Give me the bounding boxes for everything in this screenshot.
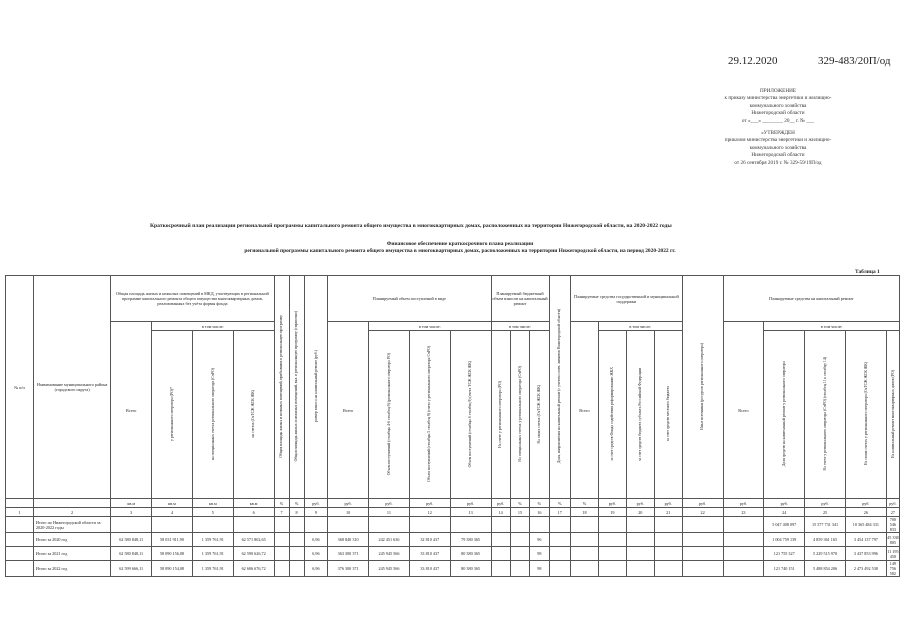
unit-cell xyxy=(33,499,110,508)
header-group-planned: Планируемый объем поступлений в виде xyxy=(328,276,491,322)
value-cell xyxy=(369,517,410,533)
value-cell: 62 606 676,72 xyxy=(233,561,274,577)
value-cell xyxy=(289,547,304,561)
header-col-budget-fund-text: за счет средств Фонда содействия реформированию ЖКХ xyxy=(610,367,615,461)
table-row xyxy=(6,533,900,547)
column-number-cell: 4 xyxy=(152,508,193,517)
unit-cell: руб. xyxy=(682,499,723,508)
value-cell xyxy=(510,533,529,547)
value-cell: 6,96 xyxy=(304,533,328,547)
value-cell xyxy=(491,533,510,547)
header-area-total: Всего xyxy=(111,322,152,499)
value-cell: 80 380 365 xyxy=(450,561,491,577)
value-cell: 33 810 437 xyxy=(409,561,450,577)
column-number-cell: 3 xyxy=(111,508,152,517)
financing-title xyxy=(180,241,740,255)
value-cell xyxy=(549,547,570,561)
table-header-row xyxy=(6,276,900,322)
approved-line: приказом министерства энергетики и жилищно- xyxy=(724,137,832,144)
value-cell xyxy=(626,547,654,561)
appendix-line: от «___» ________ 20__ г. № ___ xyxy=(741,117,815,124)
value-cell xyxy=(409,517,450,533)
value-cell xyxy=(289,517,304,533)
unit-cell xyxy=(6,499,34,508)
row-number-cell xyxy=(6,533,34,547)
document-number: 329-483/20П/од xyxy=(818,55,891,67)
unit-cell: руб. xyxy=(654,499,682,508)
financing-title-line: Финансовое обеспечение краткосрочного плана реализации xyxy=(386,241,534,247)
value-cell: 79 380 365 xyxy=(450,533,491,547)
header-col-balance-tszh-text: На своих счетах (СчТСЖ ЖСК ЖК) xyxy=(537,384,542,444)
approved-line: Нижегородской области xyxy=(751,152,805,159)
value-cell xyxy=(626,517,654,533)
value-cell xyxy=(723,517,764,533)
value-cell xyxy=(274,547,289,561)
header-col-budget-local-text: за счет средств местного бюджета xyxy=(665,386,670,442)
header-area-share xyxy=(289,276,304,499)
unit-cell: руб. xyxy=(409,499,450,508)
header-planned-sub: в том числе: xyxy=(369,322,491,331)
header-col-planned-tszh xyxy=(450,331,491,499)
approved-line: от 26 сентября 2019 г. № 329-59/19П/од xyxy=(734,159,822,166)
value-cell xyxy=(570,547,598,561)
value-cell xyxy=(510,517,529,533)
column-number-cell: 18 xyxy=(570,508,598,517)
value-cell xyxy=(289,533,304,547)
header-area-share-text: Общая площадь жилых и нежилых помещений, вкл. в региональную программу (справочно) xyxy=(294,311,299,462)
value-cell xyxy=(549,533,570,547)
column-number-cell: 23 xyxy=(723,508,764,517)
header-group-budget: Планируемые средства государственной и муниципальной поддержки xyxy=(570,276,682,322)
unit-cell: руб. xyxy=(491,499,510,508)
header-col-overhaul-ro-text: Доля средств на капитальный ремонт у регионального оператора xyxy=(781,361,786,467)
unit-cell: руб. xyxy=(886,499,899,508)
appendix-line: ПРИЛОЖЕНИЕ xyxy=(760,88,796,94)
header-col-balance-schro-text: На специальных счетах у регионального оператора (СчРО) xyxy=(517,366,522,462)
unit-cell: руб. xyxy=(845,499,886,508)
header-area-program xyxy=(274,276,289,499)
unit-cell: руб. xyxy=(598,499,626,508)
column-number-cell: 14 xyxy=(491,508,510,517)
value-cell xyxy=(530,517,549,533)
unit-cell: руб. xyxy=(764,499,805,508)
column-number-cell: 25 xyxy=(805,508,846,517)
value-cell xyxy=(289,561,304,577)
unit-cell: руб. xyxy=(805,499,846,508)
column-number-cell: 19 xyxy=(598,508,626,517)
header-budget-total: Всего xyxy=(570,322,598,499)
table-row xyxy=(6,561,900,577)
header-col-planned-tszh-text: Объем поступлений (столбцы 6 столбец 9) (счета ТСЖ ЖСК ЖК) xyxy=(468,360,473,468)
appendix-line: коммунального хозяйства xyxy=(749,102,807,109)
value-cell xyxy=(682,547,723,561)
column-number-cell: 6 xyxy=(233,508,274,517)
unit-cell: руб. xyxy=(328,499,369,508)
unit-cell: % xyxy=(274,499,289,508)
value-cell: 58 031 911,90 xyxy=(152,533,193,547)
value-cell xyxy=(598,561,626,577)
value-cell: 32 810 437 xyxy=(409,533,450,547)
row-name-cell: Итого по Нижегородской области за 2020-2022 годы xyxy=(33,517,110,533)
plan-title: Краткосрочный план реализации региональной программы капитального ремонта общего имущества в многоквартирных домах, расположенных на территории Нижегородской области, на 2020-2022 годы xyxy=(150,223,672,229)
unit-cell: кв.м xyxy=(111,499,152,508)
header-col-planned-schro xyxy=(409,331,450,499)
unit-cell: руб. xyxy=(626,499,654,508)
header-other-sources xyxy=(682,276,723,499)
column-numbers-row xyxy=(6,508,900,517)
header-col-tszh xyxy=(233,331,274,499)
value-cell: 1 359 761,91 xyxy=(192,561,233,577)
column-number-cell: 9 xyxy=(304,508,328,517)
value-cell xyxy=(192,517,233,533)
value-cell: 96 xyxy=(530,533,549,547)
value-cell xyxy=(491,517,510,533)
value-cell: 245 945 566 xyxy=(369,547,410,561)
row-name-cell: Итого за 2020 год xyxy=(33,533,110,547)
value-cell: 11 195 450 xyxy=(887,548,899,559)
header-col-balance-tszh xyxy=(530,331,549,499)
header-balance-sub: в том числе: xyxy=(491,322,549,331)
header-planned-total: Всего xyxy=(328,322,369,499)
column-number-cell: 5 xyxy=(192,508,233,517)
unit-cell: кв.м xyxy=(192,499,233,508)
financing-table xyxy=(5,275,900,577)
unit-cell: % xyxy=(530,499,549,508)
value-cell xyxy=(491,547,510,561)
value-cell xyxy=(491,561,510,577)
value-cell xyxy=(152,517,193,533)
unit-cell: руб. xyxy=(450,499,491,508)
header-col-budget-region xyxy=(626,331,654,499)
value-cell: 3 454 137 797 xyxy=(845,533,886,547)
value-cell: 62 571 802,65 xyxy=(233,533,274,547)
value-cell xyxy=(682,561,723,577)
table-row xyxy=(6,547,900,561)
value-cell: 242 451 636 xyxy=(369,533,410,547)
value-cell xyxy=(549,561,570,577)
unit-cell: руб. xyxy=(723,499,764,508)
value-cell xyxy=(626,561,654,577)
value-cell: 363 300 371 xyxy=(328,547,369,561)
value-cell xyxy=(111,517,152,533)
value-cell: 45 338 805 xyxy=(887,534,899,545)
column-number-cell: 26 xyxy=(845,508,886,517)
row-number-cell xyxy=(6,561,34,577)
value-cell: 1 004 759 139 xyxy=(764,533,805,547)
header-col-overhaul-tszh-text: На своих счетах у регионального оператора (СчТСЖ ЖСК ЖК) xyxy=(863,362,868,466)
value-cell xyxy=(598,517,626,533)
column-number-cell: 16 xyxy=(530,508,549,517)
header-col-schro xyxy=(192,331,233,499)
value-cell xyxy=(450,517,491,533)
column-number-cell: 1 xyxy=(6,508,34,517)
unit-cell: руб. xyxy=(369,499,410,508)
header-other-sources-text: Иные источники (ресурсов регионального оператора) xyxy=(700,343,705,430)
value-cell xyxy=(549,517,570,533)
header-col-balance-ro-text: На счете у регионального оператора (РО) xyxy=(498,380,503,448)
header-number: № п/п xyxy=(6,276,34,499)
header-prev-share xyxy=(549,276,570,499)
value-cell xyxy=(598,547,626,561)
header-col-budget-fund xyxy=(598,331,626,499)
value-cell xyxy=(598,533,626,547)
data-rows xyxy=(6,517,900,577)
value-cell: 149 756 582 xyxy=(886,561,899,577)
column-number-cell: 2 xyxy=(33,508,110,517)
value-cell: 368 840 310 xyxy=(328,533,369,547)
value-cell: 1 359 761,91 xyxy=(192,547,233,561)
value-cell: 58 090 154,08 xyxy=(152,561,193,577)
unit-cell: % xyxy=(570,499,598,508)
value-cell: 98 xyxy=(530,561,549,577)
header-col-balance-ro xyxy=(491,331,510,499)
unit-cell: % xyxy=(549,499,570,508)
column-number-cell: 17 xyxy=(549,508,570,517)
column-number-cell: 12 xyxy=(409,508,450,517)
units-row xyxy=(6,499,900,508)
value-cell: 80 380 365 xyxy=(450,547,491,561)
value-cell xyxy=(274,517,289,533)
value-cell xyxy=(328,517,369,533)
column-number-cell: 20 xyxy=(626,508,654,517)
header-col-overhaul-tszh xyxy=(845,331,886,499)
value-cell: 376 300 371 xyxy=(328,561,369,577)
column-number-cell: 7 xyxy=(274,508,289,517)
header-prev-share-text: Доля, направляемая на капитальный ремонт (с учетом соотв. лимитов Нижегородской области) xyxy=(557,309,562,464)
header-col-overhaul-mkd xyxy=(886,331,899,499)
row-number-cell xyxy=(6,517,34,533)
value-cell: 5 229 515 970 xyxy=(805,547,846,561)
value-cell xyxy=(682,517,723,533)
header-overhaul-sub: в том числе: xyxy=(764,322,900,331)
value-cell: 121 740 151 xyxy=(764,561,805,577)
value-cell xyxy=(274,561,289,577)
financing-title-line: региональной программы капитального ремонта общего имущества в многоквартирных домах, расположенных на территории Нижегородской области, на период 2020-2022 гг. xyxy=(244,248,676,254)
unit-cell: руб. xyxy=(304,499,328,508)
value-cell xyxy=(510,561,529,577)
value-cell: 98 xyxy=(530,547,549,561)
value-cell: 6,96 xyxy=(304,547,328,561)
header-rate-text: размер взноса на капитальный ремонт (руб.) xyxy=(313,350,318,423)
header-area-program-text: Общая площадь жилых и нежилых помещений, прибывших в региональную программу xyxy=(279,315,284,458)
value-cell xyxy=(626,533,654,547)
value-cell xyxy=(723,561,764,577)
approved-line: коммунального хозяйства xyxy=(749,144,807,151)
value-cell xyxy=(723,533,764,547)
value-cell: 2 473 492 538 xyxy=(845,561,886,577)
header-area-sub: в том числе: xyxy=(152,322,274,331)
value-cell: 5 047 408 097 xyxy=(764,517,805,533)
header-col-budget-region-text: за счет средств бюджета субъекта Российской Федерации xyxy=(637,367,642,461)
header-col-overhaul-schro-text: На счете у регионального оператора (СчРО) (столбец 11 к столбцу 14) xyxy=(822,357,827,471)
value-cell xyxy=(654,547,682,561)
header-col-planned-ro xyxy=(369,331,410,499)
value-cell: 62 590 626,72 xyxy=(233,547,274,561)
value-cell xyxy=(274,533,289,547)
column-number-cell: 8 xyxy=(289,508,304,517)
header-municipality: Наименование муниципального района (городского округа) xyxy=(33,276,110,499)
unit-cell: кв.м xyxy=(152,499,193,508)
value-cell: 245 945 566 xyxy=(369,561,410,577)
header-col-overhaul-ro xyxy=(764,331,805,499)
header-col-overhaul-mkd-text: На капитальный ремонт многоквартирных домов (РО) xyxy=(890,369,895,459)
column-number-cell: 21 xyxy=(654,508,682,517)
header-col-ro-text: у регионального оператора (РО)* xyxy=(169,386,174,441)
value-cell: 700 546 833 xyxy=(886,517,899,533)
value-cell xyxy=(654,517,682,533)
value-cell: 3 437 853 996 xyxy=(845,547,886,561)
header-col-schro-text: на специальных счетах регионального оператора (СчРО) xyxy=(210,367,215,460)
header-rate xyxy=(304,276,328,499)
value-cell: 62 599 666,11 xyxy=(111,561,152,577)
value-cell: 6,96 xyxy=(304,561,328,577)
value-cell xyxy=(510,547,529,561)
column-number-cell: 11 xyxy=(369,508,410,517)
appendix-line: Нижегородской области xyxy=(751,110,805,117)
header-budget-sub: в том числе: xyxy=(598,322,682,331)
header-col-overhaul-schro xyxy=(805,331,846,499)
approved-line: «УТВЕРЖДЕН xyxy=(761,130,795,136)
value-cell: 1 359 761,91 xyxy=(192,533,233,547)
value-cell xyxy=(233,517,274,533)
header-group-overhaul: Планируемые средства на капитальный ремонт xyxy=(723,276,899,322)
header-col-ro xyxy=(152,331,193,499)
unit-cell: % xyxy=(510,499,529,508)
header-col-planned-ro-text: Объем поступлений (столбцы 4-6 столбец 9) (регионального оператора РО) xyxy=(386,352,391,476)
header-overhaul-total: Всего xyxy=(723,322,764,499)
value-cell: 33 810 437 xyxy=(409,547,450,561)
value-cell xyxy=(570,517,598,533)
value-cell: 4 859 361 165 xyxy=(805,533,846,547)
document-date: 29.12.2020 xyxy=(728,55,778,67)
column-number-cell: 13 xyxy=(450,508,491,517)
value-cell xyxy=(570,561,598,577)
approved-block xyxy=(673,130,883,167)
value-cell: 58 090 156,08 xyxy=(152,547,193,561)
value-cell xyxy=(682,533,723,547)
value-cell xyxy=(304,517,328,533)
value-cell xyxy=(654,533,682,547)
value-cell xyxy=(654,561,682,577)
appendix-block xyxy=(673,88,883,125)
value-cell xyxy=(723,547,764,561)
header-col-tszh-text: на счетах (СчТСЖ ЖСК ЖК) xyxy=(251,390,256,438)
value-cell xyxy=(570,533,598,547)
value-cell: 62 580 848,11 xyxy=(111,533,152,547)
header-col-balance-schro xyxy=(510,331,529,499)
column-number-cell: 15 xyxy=(510,508,529,517)
table-label: Таблица 1 xyxy=(855,269,880,275)
unit-cell: % xyxy=(289,499,304,508)
value-cell: 62 580 848,11 xyxy=(111,547,152,561)
header-col-planned-schro-text: Объем поступлений (столбцы 5 столбец 9) (счета у регионального оператора СчРО) xyxy=(427,346,432,482)
column-number-cell: 22 xyxy=(682,508,723,517)
header-group-balance: Планируемый бюджетный объем взносов на капитальный ремонт xyxy=(491,276,549,322)
header-group-area: Общая площадь жилых и нежилых помещений в МКД, участвующих в региональной программе капитального ремонта общего имущества многоквартирных домов, реализованных без учёта формы фонда xyxy=(111,276,274,322)
row-name-cell: Итого за 2022 год xyxy=(33,561,110,577)
unit-cell: кв.м xyxy=(233,499,274,508)
column-number-cell: 27 xyxy=(886,508,899,517)
row-name-cell: Итого за 2021 год xyxy=(33,547,110,561)
appendix-line: к приказу министерства энергетики и жилищно- xyxy=(724,95,832,102)
column-number-cell: 24 xyxy=(764,508,805,517)
value-cell: 15 577 731 341 xyxy=(805,517,846,533)
column-number-cell: 10 xyxy=(328,508,369,517)
header-col-budget-local xyxy=(654,331,682,499)
value-cell: 5 488 854 206 xyxy=(805,561,846,577)
row-number-cell xyxy=(6,547,34,561)
value-cell: 10 365 484 331 xyxy=(845,517,886,533)
table-subheader-row xyxy=(6,322,900,331)
value-cell: 121 755 327 xyxy=(764,547,805,561)
table-row xyxy=(6,517,900,533)
